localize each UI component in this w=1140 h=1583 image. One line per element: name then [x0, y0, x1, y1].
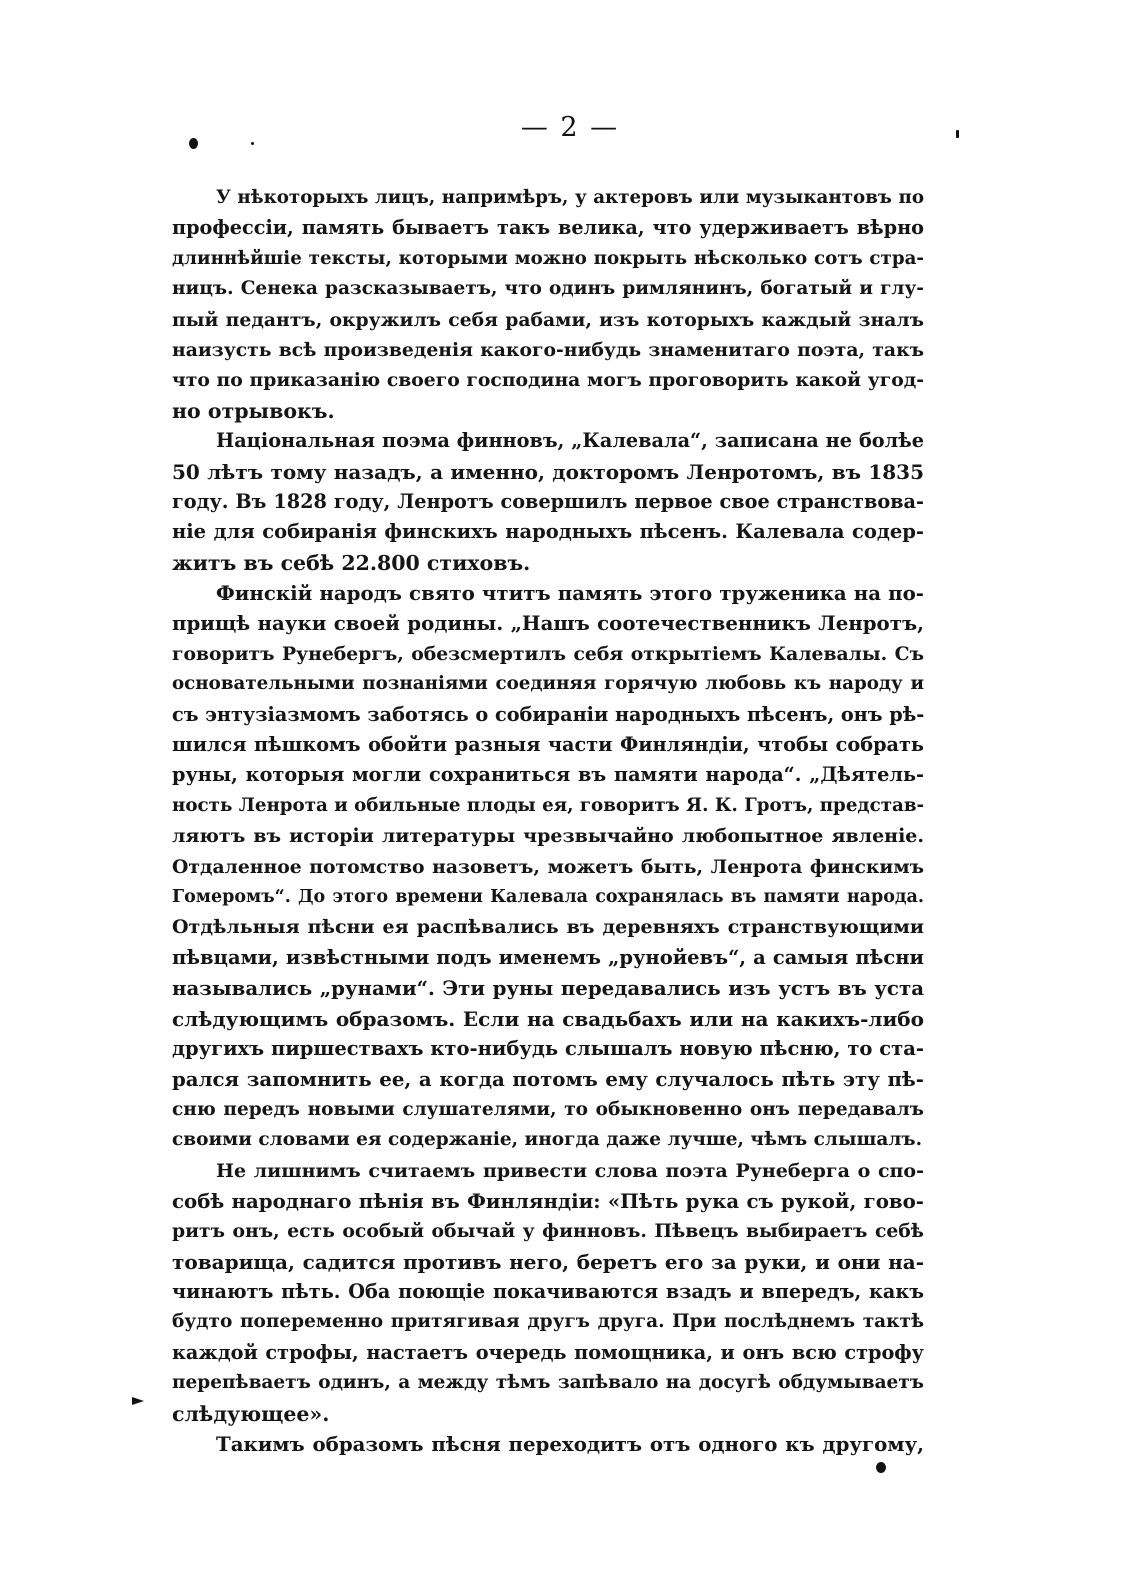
- paragraph-first-line: Такимъ образомъ пѣсня переходитъ отъ одного къ другому,: [216, 1432, 924, 1457]
- text-line: Гомеромъ“. До этого времени Калевала сохранялась въ памяти народа.: [172, 886, 924, 907]
- ink-speck: [956, 130, 959, 138]
- text-line: перепѣваетъ одинъ, а между тѣмъ запѣвало на досугѣ обдумываетъ: [172, 1372, 924, 1394]
- text-line: ницъ. Сенека разсказываетъ, что одинъ римлянинъ, богатый и глу-: [172, 278, 924, 300]
- ink-mark: [132, 1397, 144, 1405]
- text-line: пый педантъ, окружилъ себя рабами, изъ которыхъ каждый зналъ: [172, 308, 924, 331]
- paragraph-first-line: Финскій народъ свято чтитъ память этого труженика на по-: [216, 581, 924, 606]
- text-line: году. Въ 1828 году, Ленротъ совершилъ первое свое странствова-: [172, 489, 924, 513]
- ink-speck: [251, 142, 254, 145]
- text-line: назывались „рунами“. Эти руны передавались изъ устъ въ уста: [172, 976, 924, 1001]
- text-line: каждой строфы, настаетъ очередь помощника, и онъ всю строфу: [172, 1340, 924, 1364]
- text-line: собѣ народнаго пѣнія въ Финляндіи: «Пѣть рука съ рукой, гово-: [172, 1188, 924, 1213]
- page-number: — 2 —: [520, 112, 620, 143]
- body-text: [172, 183, 924, 1459]
- text-line: шился пѣшкомъ обойти разныя части Финляндіи, чтобы собрать: [172, 733, 924, 757]
- text-line: профессіи, память бываетъ такъ велика, что удерживаетъ вѣрно: [172, 216, 924, 240]
- text-line: своими словами ея содержаніе, иногда даже лучше, чѣмъ слышалъ.: [172, 1129, 923, 1151]
- paragraph-first-line: У нѣкоторыхъ лицъ, напримѣръ, у актеровъ или музыкантовъ по: [216, 187, 924, 208]
- text-line: основательными познаніями соединяя горячую любовь къ народу и: [172, 673, 924, 695]
- paragraph-first-line: Національная поэма финновъ, „Калевала“, записана не болѣе: [216, 429, 924, 453]
- text-line: товарища, садится противъ него, беретъ его за руки, и они на-: [172, 1249, 924, 1274]
- text-line: 50 лѣтъ тому назадъ, а именно, докторомъ Ленротомъ, въ 1835: [172, 459, 924, 484]
- text-line: ность Ленрота и обильные плоды ея, говоритъ Я. К. Гротъ, представ-: [172, 794, 924, 816]
- text-line: рался запомнить ее, а когда потомъ ему случалось пѣть эту пѣ-: [172, 1067, 924, 1092]
- paragraph-first-line: Не лишнимъ считаемъ привести слова поэта Рунеберга о спо-: [216, 1159, 924, 1182]
- text-line: наизусть всѣ произведенія какого-нибудь знаменитаго поэта, такъ: [172, 338, 924, 361]
- text-line: говоритъ Рунебергъ, обезсмертилъ себя открытіемъ Калевалы. Съ: [172, 642, 924, 665]
- text-line: ритъ онъ, есть особый обычай у финновъ. Пѣвецъ выбираетъ себѣ: [172, 1220, 924, 1243]
- text-line: прищѣ науки своей родины. „Нашъ соотечественникъ Ленротъ,: [172, 611, 924, 636]
- text-line: будто попеременно притягивая другъ друга. При послѣднемъ тактѣ: [172, 1311, 924, 1333]
- text-line: руны, которыя могли сохраниться въ памяти народа“. „Дѣятель-: [172, 763, 924, 787]
- text-line: житъ въ себѣ 22.800 стиховъ.: [172, 550, 531, 575]
- text-line: длиннѣйшіе тексты, которыми можно покрыть нѣсколько сотъ стра-: [172, 247, 924, 269]
- text-line: слѣдующее».: [172, 1401, 330, 1426]
- text-line: но отрывокъ.: [172, 398, 335, 423]
- text-line: съ энтузіазмомъ заботясь о собираніи народныхъ пѣсенъ, онъ рѣ-: [172, 702, 924, 726]
- text-line: ляютъ въ исторіи литературы чрезвычайно любопытное явленіе.: [172, 825, 924, 848]
- text-line: слѣдующимъ образомъ. Если на свадьбахъ или на какихъ-либо: [172, 1006, 924, 1031]
- text-line: Отдаленное потомство назоветъ, можетъ быть, Ленрота финскимъ: [172, 855, 924, 878]
- text-line: ніе для собиранія финскихъ народныхъ пѣсенъ. Калевала содер-: [172, 520, 924, 544]
- text-line: другихъ пиршествахъ кто-нибудь слышалъ новую пѣсню, то ста-: [172, 1036, 924, 1060]
- text-line: что по приказанію своего господина могъ проговорить какой угод-: [172, 369, 924, 392]
- text-line: сню передъ новыми слушателями, то обыкновенно онъ передавалъ: [172, 1098, 924, 1120]
- ink-speck: [189, 138, 198, 149]
- text-line: чинаютъ пѣть. Оба поющіе покачиваются взадъ и впередъ, какъ: [172, 1280, 924, 1304]
- ink-speck: [876, 1462, 886, 1473]
- text-line: пѣвцами, извѣстными подъ именемъ „рунойевъ“, а самыя пѣсни: [172, 945, 924, 969]
- text-line: Отдѣльныя пѣсни ея распѣвались въ деревняхъ странствующими: [172, 916, 924, 939]
